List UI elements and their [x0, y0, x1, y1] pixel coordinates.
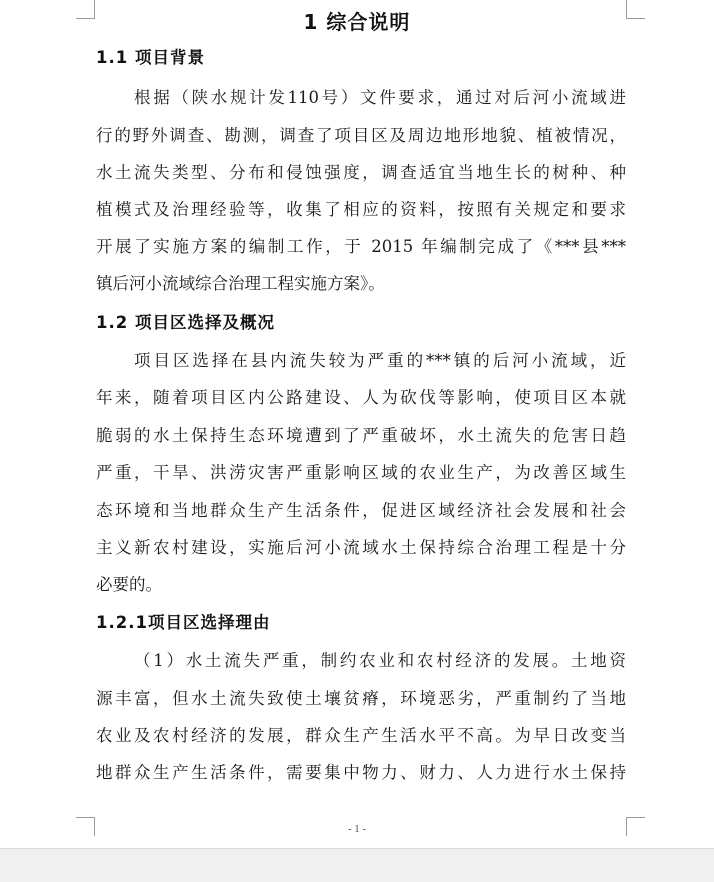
paragraph-line: 地群众生产生活条件，需要集中物力、财力、人力进行水土保持: [96, 763, 626, 782]
paragraph-line: （1）水土流失严重，制约农业和农村经济的发展。土地资: [134, 651, 626, 670]
paragraph-line: 严重，干旱、洪涝灾害严重影响区域的农业生产，为改善区域生: [96, 463, 626, 482]
paragraph-line: 根据（陕水规计发110号）文件要求，通过对后河小流域进: [134, 88, 626, 107]
paragraph-line: 镇后河小流域综合治理工程实施方案》。: [96, 274, 385, 293]
heading-1-1: 1.1 项目背景: [96, 48, 205, 67]
page-gap: [0, 848, 714, 882]
paragraph-line: 主义新农村建设，实施后河小流域水土保持综合治理工程是十分: [96, 538, 626, 557]
paragraph-line: 脆弱的水土保持生态环境遭到了严重破坏，水土流失的危害日趋: [96, 426, 626, 445]
paragraph-line: 源丰富，但水土流失致使土壤贫瘠，环境恶劣，严重制约了当地: [96, 689, 626, 708]
paragraph-line: 必要的。: [96, 575, 162, 594]
paragraph-line: 开展了实施方案的编制工作，于 2015 年编制完成了《***县***: [96, 237, 626, 256]
paragraph-line: 农业及农村经济的发展，群众生产生活水平不高。为早日改变当: [96, 726, 626, 745]
heading-1-2: 1.2 项目区选择及概况: [96, 313, 275, 332]
paragraph-line: 水土流失类型、分布和侵蚀强度，调查适宜当地生长的树种、种: [96, 163, 626, 182]
paragraph-line: 植模式及治理经验等，收集了相应的资料，按照有关规定和要求: [96, 200, 626, 219]
page-number: - 1 -: [347, 823, 367, 835]
paragraph-line: 项目区选择在县内流失较为严重的***镇的后河小流域，近: [134, 351, 626, 370]
paragraph-line: 态环境和当地群众生产生活条件，促进区域经济社会发展和社会: [96, 501, 626, 520]
document-title: 1 综合说明: [303, 10, 411, 34]
paragraph-line: 年来，随着项目区内公路建设、人为砍伐等影响，使项目区本就: [96, 388, 626, 407]
heading-1-2-1: 1.2.1项目区选择理由: [96, 613, 271, 632]
paragraph-line: 行的野外调查、勘测，调查了项目区及周边地形地貌、植被情况，: [96, 126, 626, 145]
